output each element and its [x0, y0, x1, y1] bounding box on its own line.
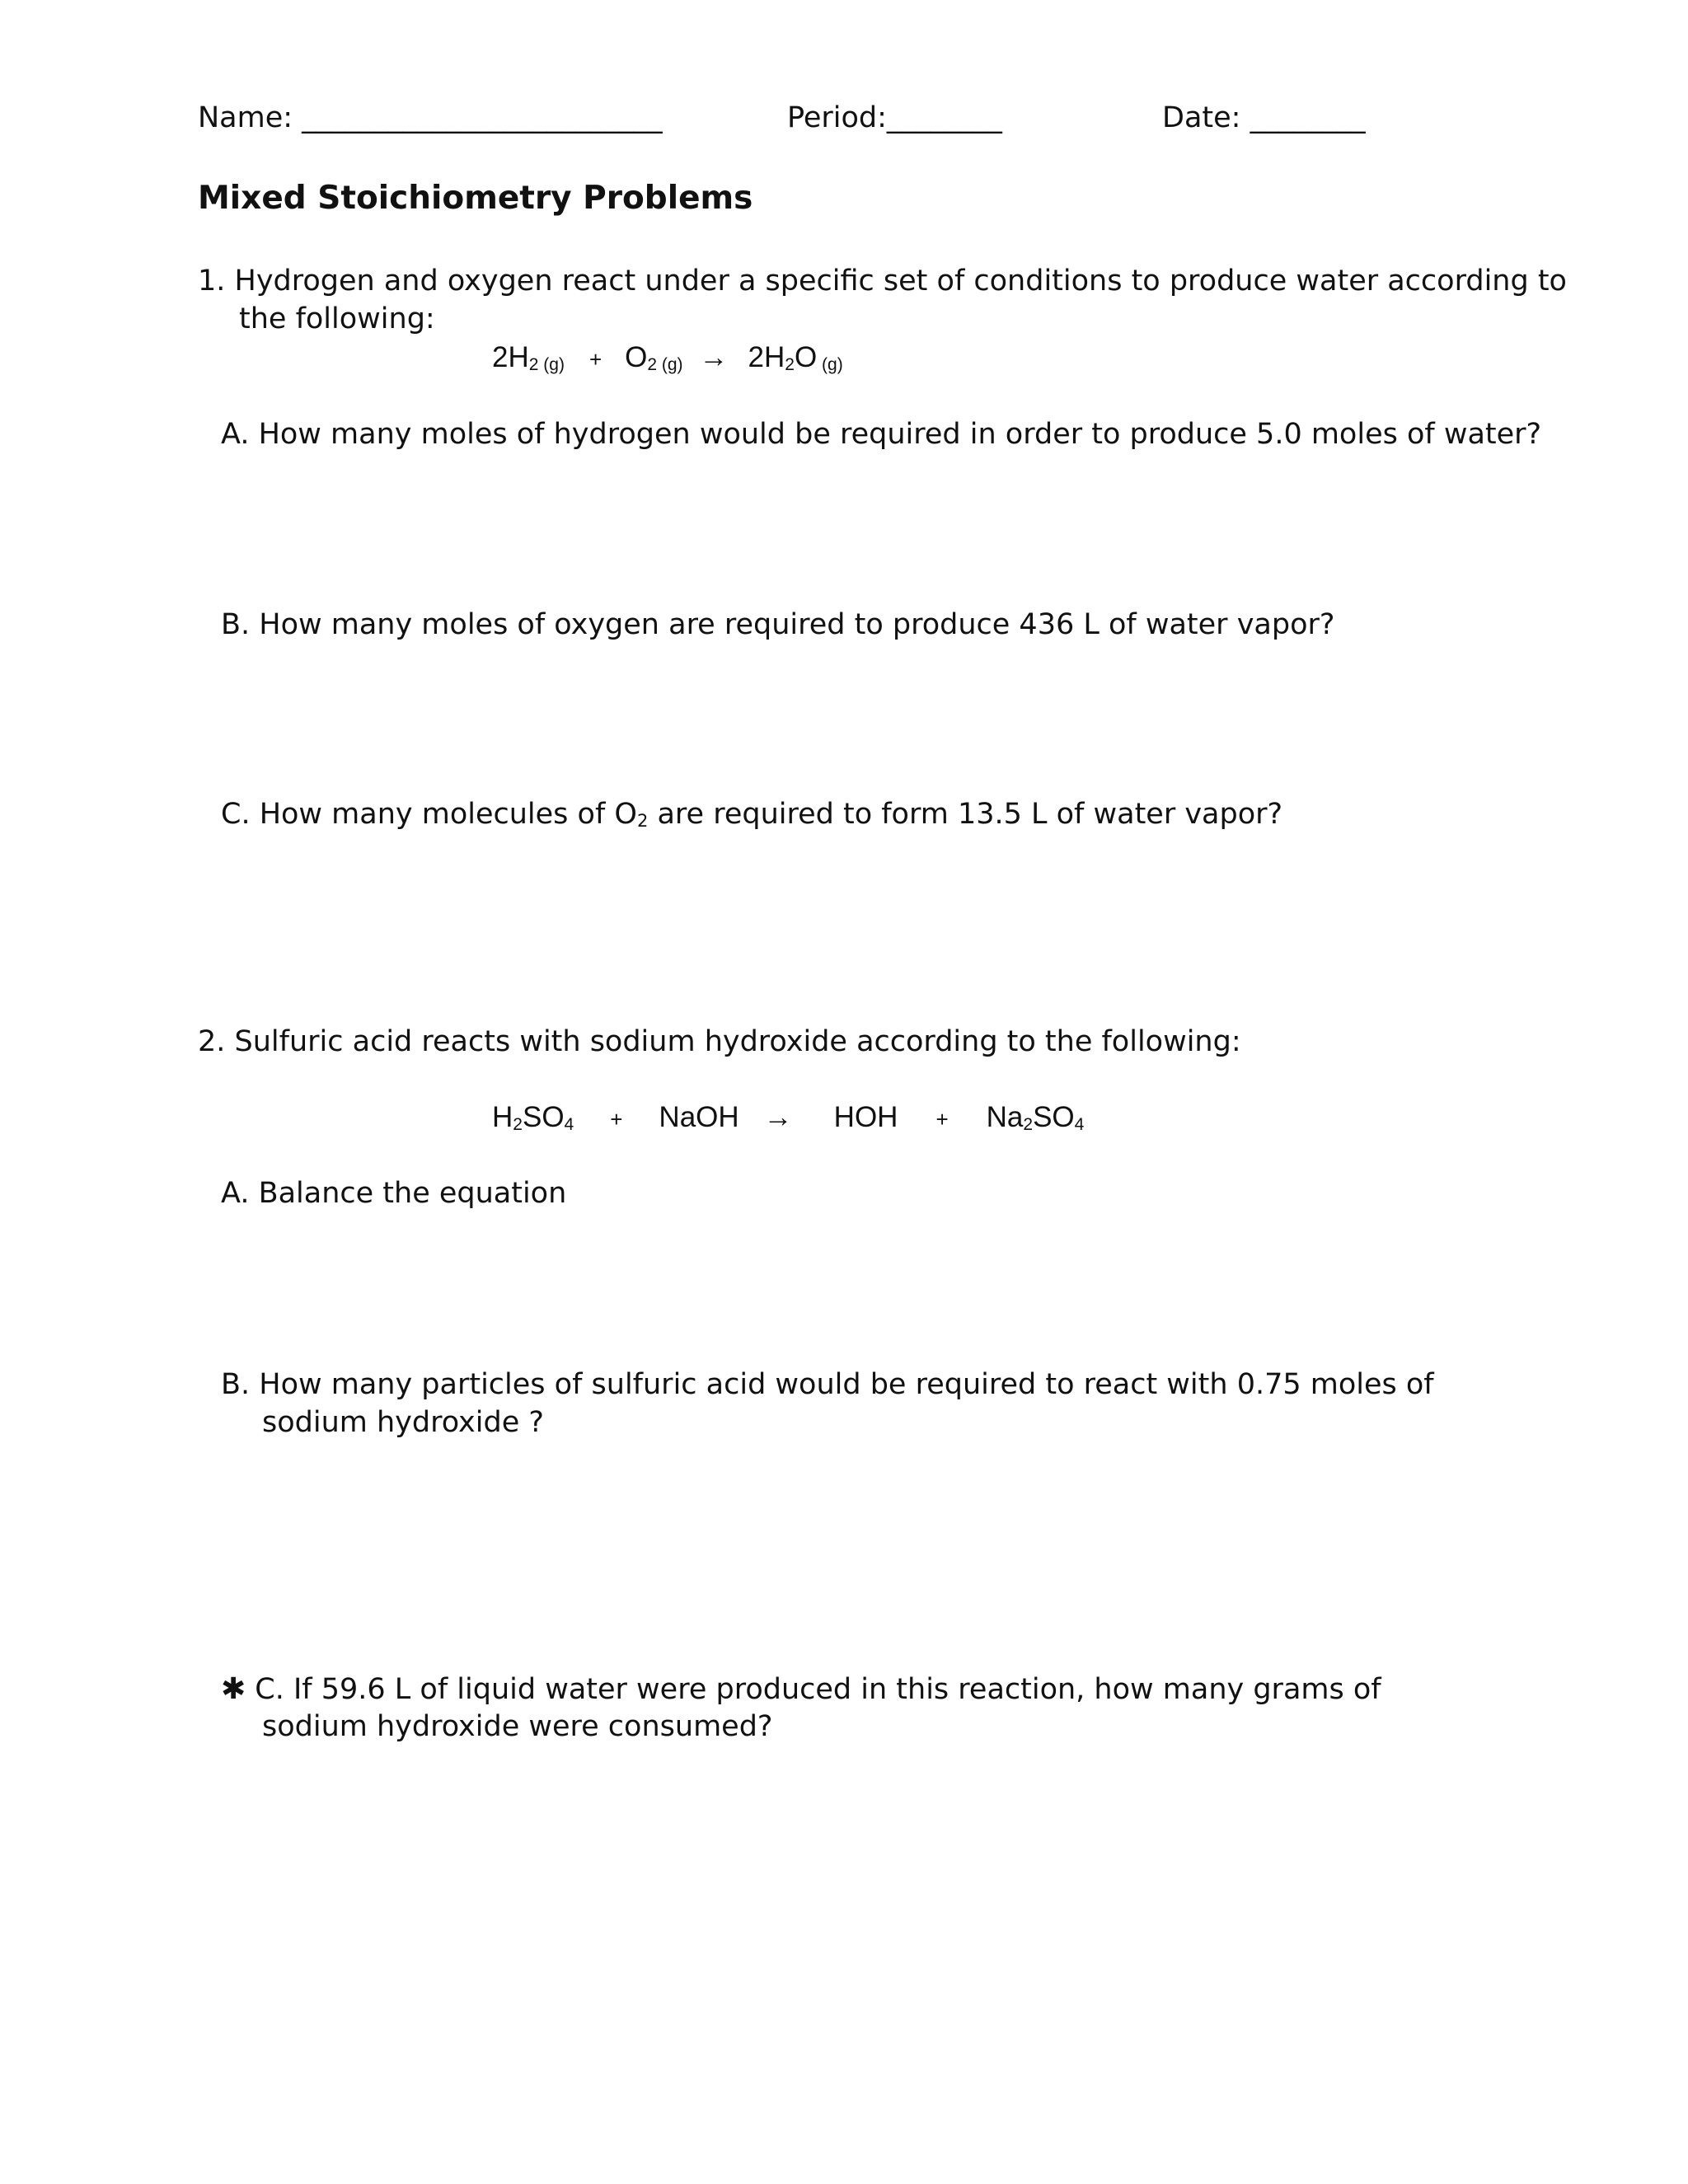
q1-eq-plus: +: [588, 347, 603, 372]
q2-part-c-line2: sodium hydroxide were consumed?: [262, 1710, 773, 1743]
date-field-label: Date: ________: [1162, 101, 1366, 134]
q2-eq-naoh: NaOH: [659, 1101, 739, 1133]
period-field-label: Period:________: [787, 101, 1002, 134]
name-field-label: Name: _________________________: [198, 101, 663, 134]
q1-eq-product: $2H_2O$ (g): [748, 341, 843, 374]
q2-eq-na2so4: $Na_2SO_4$: [986, 1101, 1085, 1134]
q2-part-c-line1: ✱ C. If 59.6 L of liquid water were produced in this reaction, how many grams of: [221, 1672, 1381, 1706]
page-title: Mixed Stoichiometry Problems: [198, 180, 753, 217]
q2-eq-arrow: →: [763, 1101, 793, 1133]
q1-part-b: B. How many moles of oxygen are required to produce 436 L of water vapor?: [221, 608, 1335, 641]
q1-stem-line2: the following:: [239, 302, 435, 335]
q2-part-b-line2: sodium hydroxide ?: [262, 1406, 544, 1439]
q2-part-a: A. Balance the equation: [221, 1177, 567, 1210]
q1-part-c: C. How many molecules of $O_2$ are required to form 13.5 L of water vapor?: [221, 798, 1283, 831]
q2-part-b-line1: B. How many particles of sulfuric acid would be required to react with 0.75 moles of: [221, 1368, 1434, 1401]
q2-equation: [492, 1101, 1084, 1135]
q1-eq-reactant1: $2H_2$ (g): [492, 341, 565, 374]
q1-part-a: A. How many moles of hydrogen would be required in order to produce 5.0 moles of water?: [221, 418, 1542, 451]
q1-eq-arrow: →: [699, 341, 729, 373]
q2-stem: 2. Sulfuric acid reacts with sodium hydroxide according to the following:: [198, 1025, 1241, 1058]
q1-eq-reactant2: $O_2$ (g): [625, 341, 683, 374]
asterisk-icon: ✱: [221, 1672, 246, 1706]
q2-eq-hoh: HOH: [833, 1101, 898, 1133]
q2-eq-plus2: +: [935, 1107, 949, 1132]
q2-eq-plus1: +: [610, 1107, 623, 1132]
q1-equation: [492, 341, 843, 375]
q2-eq-h2so4: $H_2SO_4$: [492, 1101, 574, 1134]
q1-stem-line1: 1. Hydrogen and oxygen react under a specific set of conditions to produce water according to: [198, 265, 1567, 298]
